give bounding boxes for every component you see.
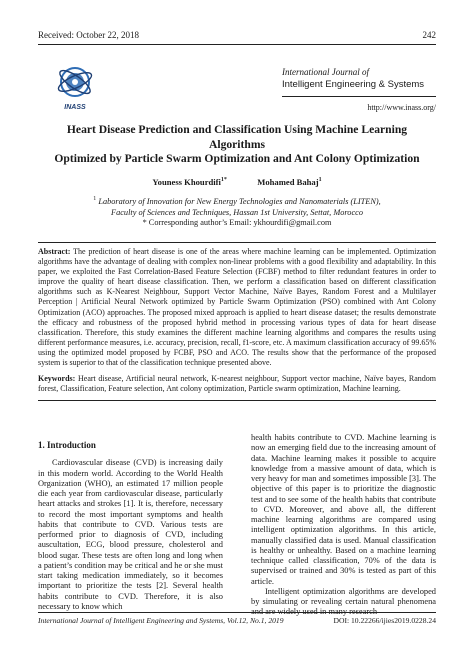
keywords <box>38 374 436 394</box>
journal-url: http://www.inass.org/ <box>367 103 436 112</box>
author-2: Mohamed Bahaj <box>257 177 319 187</box>
author-2-sup: 1 <box>318 177 322 184</box>
right-column <box>251 433 436 618</box>
paper-title-line1: Heart Disease Prediction and Classification Using Machine Learning Algorithms <box>66 123 408 151</box>
journal-name-line2: Intelligent Engineering & Systems <box>282 79 425 90</box>
affil-line1: Laboratory of Innovation for New Energy Technologies and Nanomaterials (LITEN), <box>98 196 381 206</box>
abstract-text: The prediction of heart disease is one of the areas where machine learning can be implemented. Optimization algorithms have the advantage of dealing with complex non-linear problems with a good flexibility and adaptability. In this paper, we exploited the Fast Correlation-Based Feature Selection (FCBF) method to filter redundant features in order to improve the quality of heart disease classification. Then, we perform a classification based on different classification algorithms such as K-Nearest Neighbour, Support Vector Machine, Naïve Bayes, Random Forest and a Multilayer Perception | Artificial Neural Network optimized by Particle Swarm Optimization (PSO) combined with Ant Colony Optimization (ACO) approaches. The proposed mixed approach is applied to heart disease dataset; the results demonstrate the efficacy and robustness of the proposed hybrid method in processing various types of data for heart disease classification. Therefore, this study examines the different machine learning algorithms and compares the results using different performance measures, i.e. accuracy, precision, recall, f1-score, etc. A maximum classification accuracy of 99.65% using the optimized model proposed by FCBF, PSO and ACO. The results show that the performance of the proposed system is superior to that of the classification technique presented above. <box>38 247 436 368</box>
left-column <box>38 434 223 612</box>
affil-line2: Faculty of Sciences and Techniques, Hassan 1st University, Settat, Morocco <box>111 207 363 217</box>
section-title-introduction: 1. Introduction <box>38 440 96 450</box>
author-1-sup: 1* <box>220 177 227 184</box>
received-date: Received: October 22, 2018 <box>38 30 139 40</box>
abstract-label: Abstract: <box>38 247 71 256</box>
intro-paragraph-1: Cardiovascular disease (CVD) is increasing daily in this modern world. According to the World Health Organization (WHO), an estimated 17 million people die each year from cardiovascular disease, particularly heart attacks and strokes [1]. It is, therefore, necessary to record the most important symptoms and health habits that contribute to CVD. Various tests are performed prior to diagnosis of CVD, including auscultation, ECG, blood pressure, cholesterol and blood sugar. These tests are often long and long when a patient’s condition may be critical and he or she must start taking medication immediately, so it becomes important to prioritize the tests [2]. Several health habits contribute to CVD. Therefore, it is also necessary to know which <box>38 458 223 611</box>
keywords-label: Keywords: <box>38 374 76 384</box>
page-number: 242 <box>422 30 436 40</box>
paper-title <box>38 123 436 167</box>
paper-title-line2: Optimized by Particle Swarm Optimization and Ant Colony Optimization <box>54 152 420 165</box>
globe-logo-icon <box>55 65 95 99</box>
footer-rule <box>38 612 436 613</box>
abstract-box <box>38 242 436 401</box>
intro-paragraph-2: health habits contribute to CVD. Machine learning is now an emerging field due to the increasing amount of data. Machine learning makes it possible to acquire knowledge from a massive amount of data, which is very heavy for man and sometimes impossible [3]. The objective of this paper is to prioritize the diagnostic test and to see some of the health habits that contribute to CVD. Moreover, and above all, the different machine learning algorithms are compared using intelligent optimization algorithms. In this article, manually classified data is used. Manual classification is healthy or unhealthy. Based on a machine learning technique called classification, 70% of the data is supervised or trained and 30% is tested as part of this article. <box>251 433 436 586</box>
inass-logo <box>55 65 95 109</box>
affil-sup: 1 <box>93 196 97 202</box>
author-1: Youness Khourdifi <box>152 177 221 187</box>
logo-text: INASS <box>64 104 86 111</box>
abstract <box>38 247 436 368</box>
journal-name <box>282 67 436 90</box>
affiliation <box>38 194 436 229</box>
intro-paragraph-3: Intelligent optimization algorithms are developed by simulating or revealing certain natural phenomena and are widely used in many research <box>251 586 436 617</box>
header-rule <box>38 44 436 45</box>
keywords-text: Heart disease, Artificial neural network, K-nearest neighbour, Support vector machine, Naïve bayes, Random forest, Classification, Feature selection, Ant colony optimization, Particle swarm optimization, Machine learning. <box>38 374 436 394</box>
footer-doi: DOI: 10.22266/ijies2019.0228.24 <box>333 616 436 625</box>
authors <box>38 177 436 187</box>
journal-name-line1: International Journal of <box>282 67 369 77</box>
corresponding-author: * Corresponding author’s Email: ykhourdifi@gmail.com <box>142 218 332 228</box>
footer-journal-citation: International Journal of Intelligent Engineering and Systems, Vol.12, No.1, 2019 <box>38 616 284 625</box>
journal-underline <box>282 96 436 97</box>
